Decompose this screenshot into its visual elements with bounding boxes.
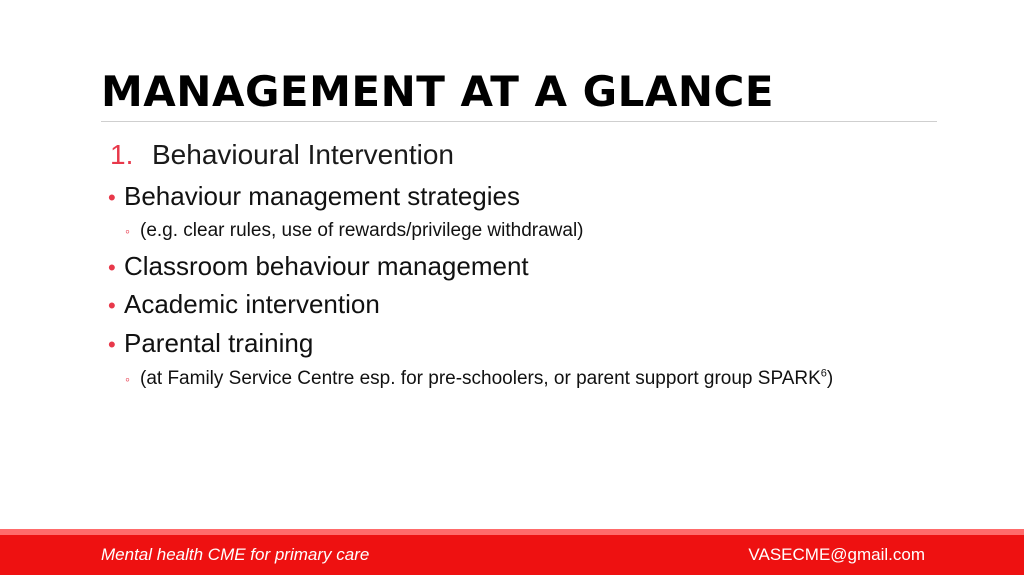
- bullet-item: [108, 250, 529, 284]
- sub-bullet-icon: ◦: [125, 223, 130, 239]
- numbered-item-text: Behavioural Intervention: [152, 139, 454, 170]
- bullet-text: Academic intervention: [124, 289, 380, 319]
- sub-bullet-item: [125, 366, 833, 392]
- item-number: 1.: [110, 139, 134, 170]
- sub-bullet-icon: ◦: [125, 371, 130, 387]
- footer-course-name: Mental health CME for primary care: [101, 545, 370, 564]
- footer-email: VASECME@gmail.com: [748, 545, 925, 564]
- sub-bullet-item: [125, 218, 584, 244]
- bullet-icon: •: [108, 185, 116, 210]
- sub-bullet-text-end: ): [826, 368, 834, 389]
- bullet-icon: •: [108, 332, 116, 357]
- sub-bullet-text: (e.g. clear rules, use of rewards/privilege withdrawal): [140, 220, 584, 241]
- bullet-icon: •: [108, 255, 116, 280]
- bullet-text: Behaviour management strategies: [124, 181, 521, 211]
- bullet-icon: •: [108, 293, 116, 318]
- bullet-text: Parental training: [124, 328, 314, 358]
- bullet-item: [108, 180, 520, 214]
- footer-bar: [0, 535, 1024, 575]
- title-divider: [101, 121, 937, 122]
- bullet-text: Classroom behaviour management: [124, 251, 529, 281]
- bullet-item: [108, 327, 313, 361]
- bullet-item: [108, 288, 380, 322]
- citation-superscript: 6: [820, 367, 827, 380]
- slide-title: MANAGEMENT AT A GLANCE: [101, 67, 775, 116]
- numbered-item: [110, 138, 454, 172]
- sub-bullet-text: (at Family Service Centre esp. for pre-schoolers, or parent support group SPARK: [140, 368, 821, 389]
